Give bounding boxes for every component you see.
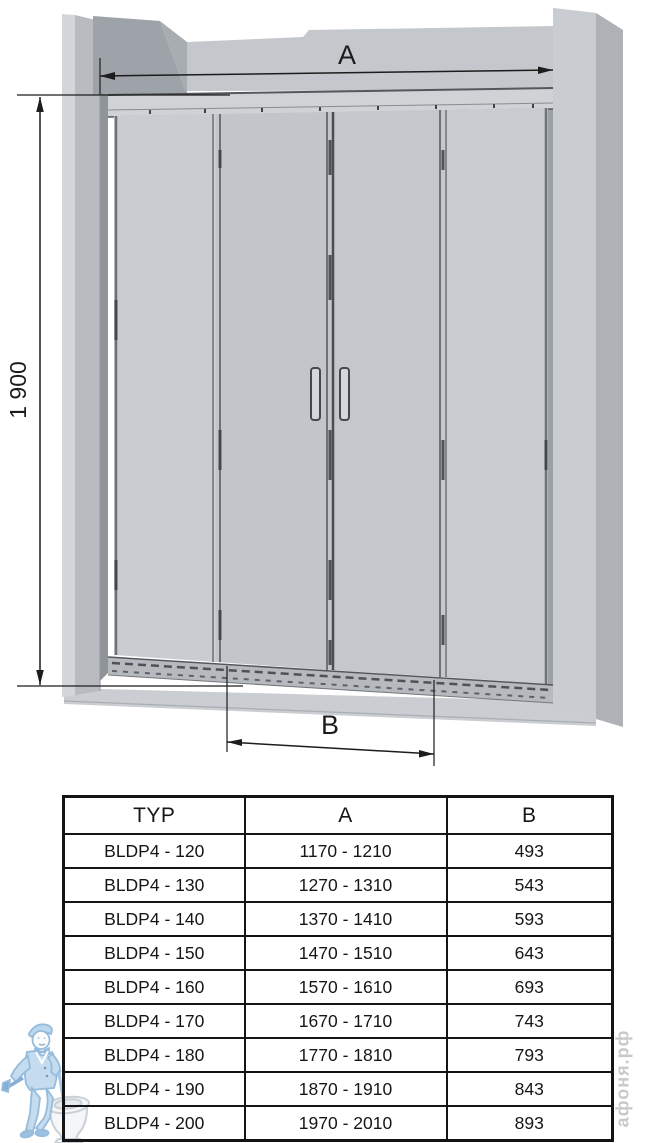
table-row	[64, 902, 613, 936]
right-wall-column	[553, 8, 623, 727]
dim-height-label: 1 900	[5, 361, 31, 419]
table-header-row	[64, 797, 613, 835]
table-row	[64, 1004, 613, 1038]
cell-a: 1270 - 1310	[245, 868, 447, 902]
table-row	[64, 868, 613, 902]
cell-typ: BLDP4 - 130	[64, 868, 245, 902]
cell-a: 1570 - 1610	[245, 970, 447, 1004]
cell-typ: BLDP4 - 160	[64, 970, 245, 1004]
cell-typ: BLDP4 - 200	[64, 1106, 245, 1141]
left-jamb-shadow	[100, 93, 108, 681]
cell-typ: BLDP4 - 180	[64, 1038, 245, 1072]
cell-b: 793	[447, 1038, 613, 1072]
table-row	[64, 1072, 613, 1106]
cell-a: 1170 - 1210	[245, 834, 447, 868]
cell-b: 493	[447, 834, 613, 868]
cell-b: 543	[447, 868, 613, 902]
cell-a: 1870 - 1910	[245, 1072, 447, 1106]
table-row	[64, 970, 613, 1004]
cell-typ: BLDP4 - 150	[64, 936, 245, 970]
cell-typ: BLDP4 - 140	[64, 902, 245, 936]
right-jamb-shadow	[548, 89, 553, 700]
table-row	[64, 1038, 613, 1072]
cell-a: 1670 - 1710	[245, 1004, 447, 1038]
dim-b-label: B	[320, 710, 340, 740]
cell-a: 1770 - 1810	[245, 1038, 447, 1072]
top-lintel	[93, 16, 553, 95]
col-header-a: A	[245, 797, 447, 835]
cell-b: 643	[447, 936, 613, 970]
site-watermark-text: афоня.рф	[612, 1029, 633, 1127]
cell-a: 1470 - 1510	[245, 936, 447, 970]
cell-a: 1970 - 2010	[245, 1106, 447, 1141]
table-row	[64, 936, 613, 970]
table-row	[64, 834, 613, 868]
left-wall-column	[62, 14, 100, 697]
cell-b: 693	[447, 970, 613, 1004]
cell-typ: BLDP4 - 170	[64, 1004, 245, 1038]
cell-a: 1370 - 1410	[245, 902, 447, 936]
col-header-typ: TYP	[64, 797, 245, 835]
cell-b: 593	[447, 902, 613, 936]
cell-b: 743	[447, 1004, 613, 1038]
dim-a-label: A	[337, 40, 357, 70]
cell-typ: BLDP4 - 190	[64, 1072, 245, 1106]
col-header-b: B	[447, 797, 613, 835]
table-row	[64, 1106, 613, 1141]
cell-b: 843	[447, 1072, 613, 1106]
cell-b: 893	[447, 1106, 613, 1141]
spec-table	[62, 795, 614, 1142]
cell-typ: BLDP4 - 120	[64, 834, 245, 868]
